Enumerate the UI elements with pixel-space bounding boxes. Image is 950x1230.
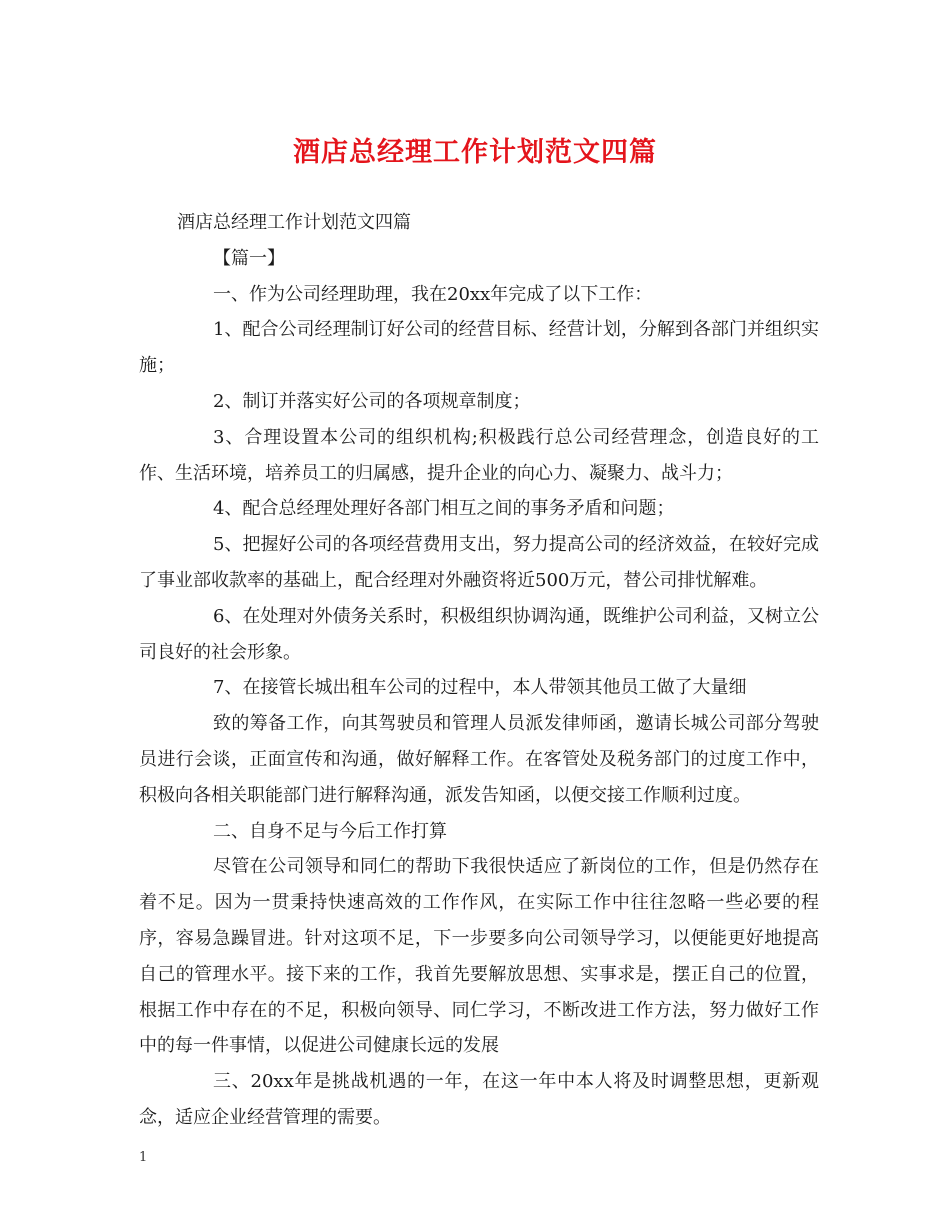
paragraph-item-1: 1、配合公司经理制订好公司的经营目标、经营计划，分解到各部门并组织实施； [139,319,819,377]
paragraph-item-3: 3、合理设置本公司的组织机构;积极践行总公司经营理念，创造良好的工作、生活环境，培养员工的归属感，提升企业的向心力、凝聚力、战斗力； [139,426,819,484]
document-title: 酒店总经理工作计划范文四篇 [293,137,657,168]
paragraph-item-2: 2、制订并落实好公司的各项规章制度； [213,390,531,412]
page-number: 1 [139,1150,148,1165]
paragraph-subtitle: 酒店总经理工作计划范文四篇 [177,212,411,233]
paragraph-item-4: 4、配合总经理处理好各部门相互之间的事务矛盾和问题； [213,498,675,520]
paragraph-heading-two: 二、自身不足与今后工作打算 [213,820,447,842]
paragraph-item-6: 6、在处理对外债务关系时，积极组织协调沟通，既维护公司利益，又树立公司良好的社会形象。 [139,605,819,663]
paragraph-item-7: 7、在接管长城出租车公司的过程中，本人带领其他员工做了大量细 [213,677,747,699]
paragraph-item-5: 5、把握好公司的各项经营费用支出，努力提高公司的经济效益，在较好完成了事业部收款率的基础上，配合经理对外融资将近500万元，替公司排忧解难。 [139,534,819,591]
paragraph-heading-one: 一、作为公司经理助理，我在20xx年完成了以下工作： [213,283,653,305]
document-body [139,205,819,1136]
paragraph-shortcomings: 尽管在公司领导和同仁的帮助下我很快适应了新岗位的工作，但是仍然存在着不足。因为一贯秉持快速高效的工作作风，在实际工作中往往忽略一些必要的程序，容易急躁冒进。针对这项不足，下一步要多向公司领导学习，以便能更好地提高自己的管理水平。接下来的工作，我首先要解放思想、实事求是，摆正自己的位置，根据工作中存在的不足，积极向领导、同仁学习，不断改进工作方法，努力做好工作中的每一件事情，以促进公司健康长远的发展 [139,856,819,1057]
paragraph-section-label: 【篇一】 [213,247,285,269]
paragraph-heading-three: 三、20xx年是挑战机遇的一年，在这一年中本人将及时调整思想，更新观念，适应企业经营管理的需要。 [139,1071,819,1128]
paragraph-item-7-continued: 致的筹备工作，向其驾驶员和管理人员派发律师函，邀请长城公司部分驾驶员进行会谈，正面宣传和沟通，做好解释工作。在客管处及税务部门的过度工作中，积极向各相关职能部门进行解释沟通，派发告知函，以便交接工作顺利过度。 [139,713,819,806]
